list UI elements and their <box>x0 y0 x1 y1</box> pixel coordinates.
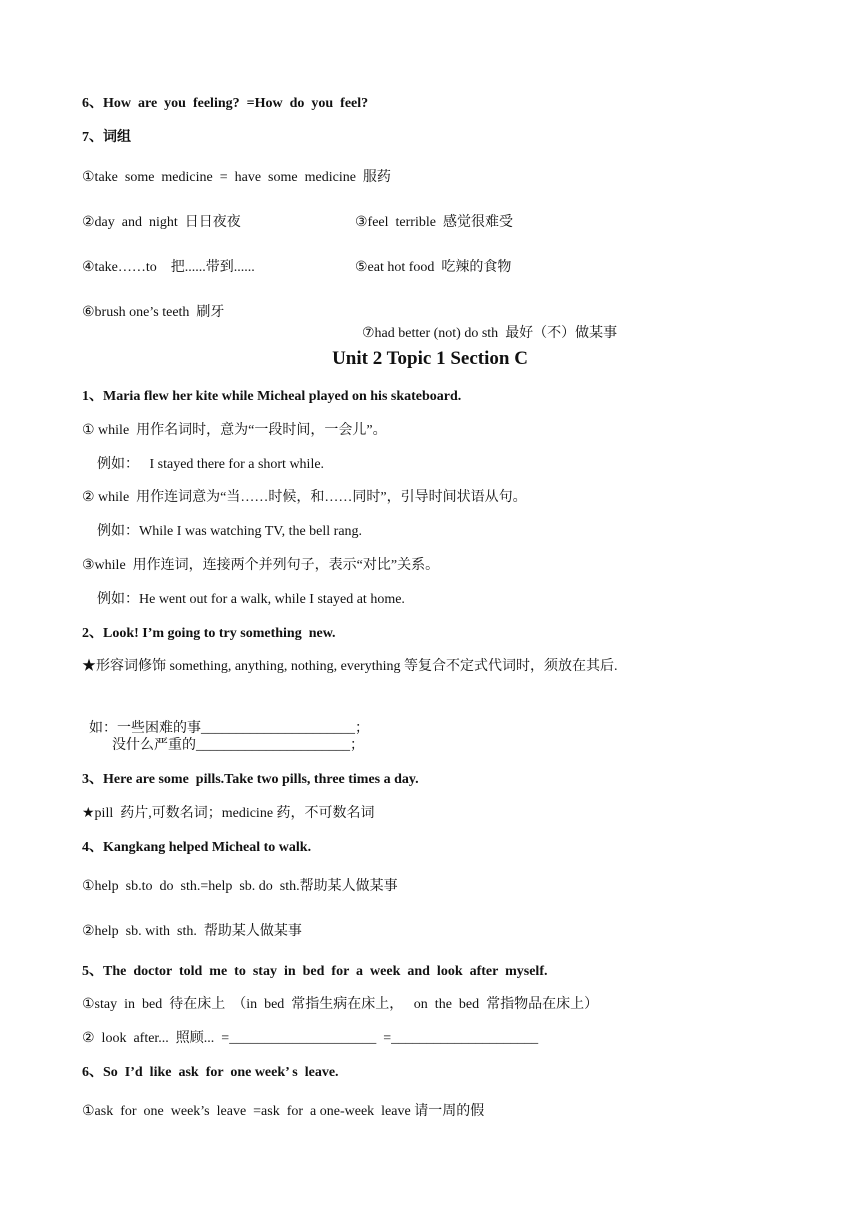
s6-head: 6、So I’d like ask for one week’ s leave. <box>82 1065 339 1080</box>
phrase-2: ②day and night 日日夜夜 <box>82 215 241 230</box>
line-item7: 7、词组 <box>82 130 131 145</box>
phrase-7 <box>355 303 617 344</box>
s1-a: ① while 用作名词时，意为“一段时间，一会儿”。 <box>82 423 387 438</box>
s2-head: 2、Look! I’m going to try something new. <box>82 626 336 641</box>
phrase-3: ③feel terrible 感觉很难受 <box>355 215 513 230</box>
s1-c: ③while 用作连词，连接两个并列句子，表示“对比”关系。 <box>82 558 440 573</box>
s2-ex1-blank: ______________________； <box>201 721 369 736</box>
s4-head: 4、Kangkang helped Micheal to walk. <box>82 840 312 855</box>
s1-a-example: 例如： I stayed there for a short while. <box>97 457 325 472</box>
s6-a: ①ask for one week’s leave =ask for a one-week leave 请一周的假 <box>82 1104 485 1119</box>
phrase-4: ④take……to 把......带到...... <box>82 260 255 275</box>
phrase-5: ⑤eat hot food 吃辣的食物 <box>355 260 512 275</box>
s1-head: 1、Maria flew her kite while Micheal played on his skateboard. <box>82 389 462 404</box>
section-title: Unit 2 Topic 1 Section C <box>332 348 528 369</box>
s5-b: ② look after... 照顾... =_____________________ =_____________________ <box>82 1031 539 1046</box>
phrase-6: ⑥brush one’s teeth 刷牙 <box>82 305 225 320</box>
s2-ex1-text: 一些困难的事 <box>117 720 201 736</box>
s4-a: ①help sb.to do sth.=help sb. do sth.帮助某人做某事 <box>82 879 398 894</box>
line-item6: 6、How are you feeling? =How do you feel? <box>82 96 369 111</box>
s1-c-example: 例如：He went out for a walk, while I stayed at home. <box>97 592 405 607</box>
phrase-7-zh: 最好（不）做某事 <box>505 325 618 341</box>
s2-ex1-prefix: 如： <box>89 721 117 736</box>
s3-head: 3、Here are some pills.Take two pills, three times a day. <box>82 772 419 787</box>
phrase-7-en: ⑦had better (not) do sth <box>362 326 506 341</box>
s1-b: ② while 用作连词意为“当……时候，和……同时”，引导时间状语从句。 <box>82 490 527 505</box>
s1-b-example: 例如：While I was watching TV, the bell rang. <box>97 524 363 539</box>
s2-example-1 <box>82 698 369 739</box>
s2-note: ★形容词修饰 something, anything, nothing, everything 等复合不定式代词时，须放在其后. <box>82 659 618 674</box>
s3-note: ★pill 药片,可数名词；medicine 药，不可数名词 <box>82 806 375 821</box>
s5-head: 5、The doctor told me to stay in bed for a week and look after myself. <box>82 964 548 979</box>
phrase-1: ①take some medicine = have some medicine 服药 <box>82 170 391 185</box>
s4-b: ②help sb. with sth. 帮助某人做某事 <box>82 924 302 939</box>
s2-example-2: 没什么严重的______________________； <box>112 738 364 753</box>
s5-a: ①stay in bed 待在床上 （in bed 常指生病在床上， on the bed 常指物品在床上） <box>82 997 599 1012</box>
